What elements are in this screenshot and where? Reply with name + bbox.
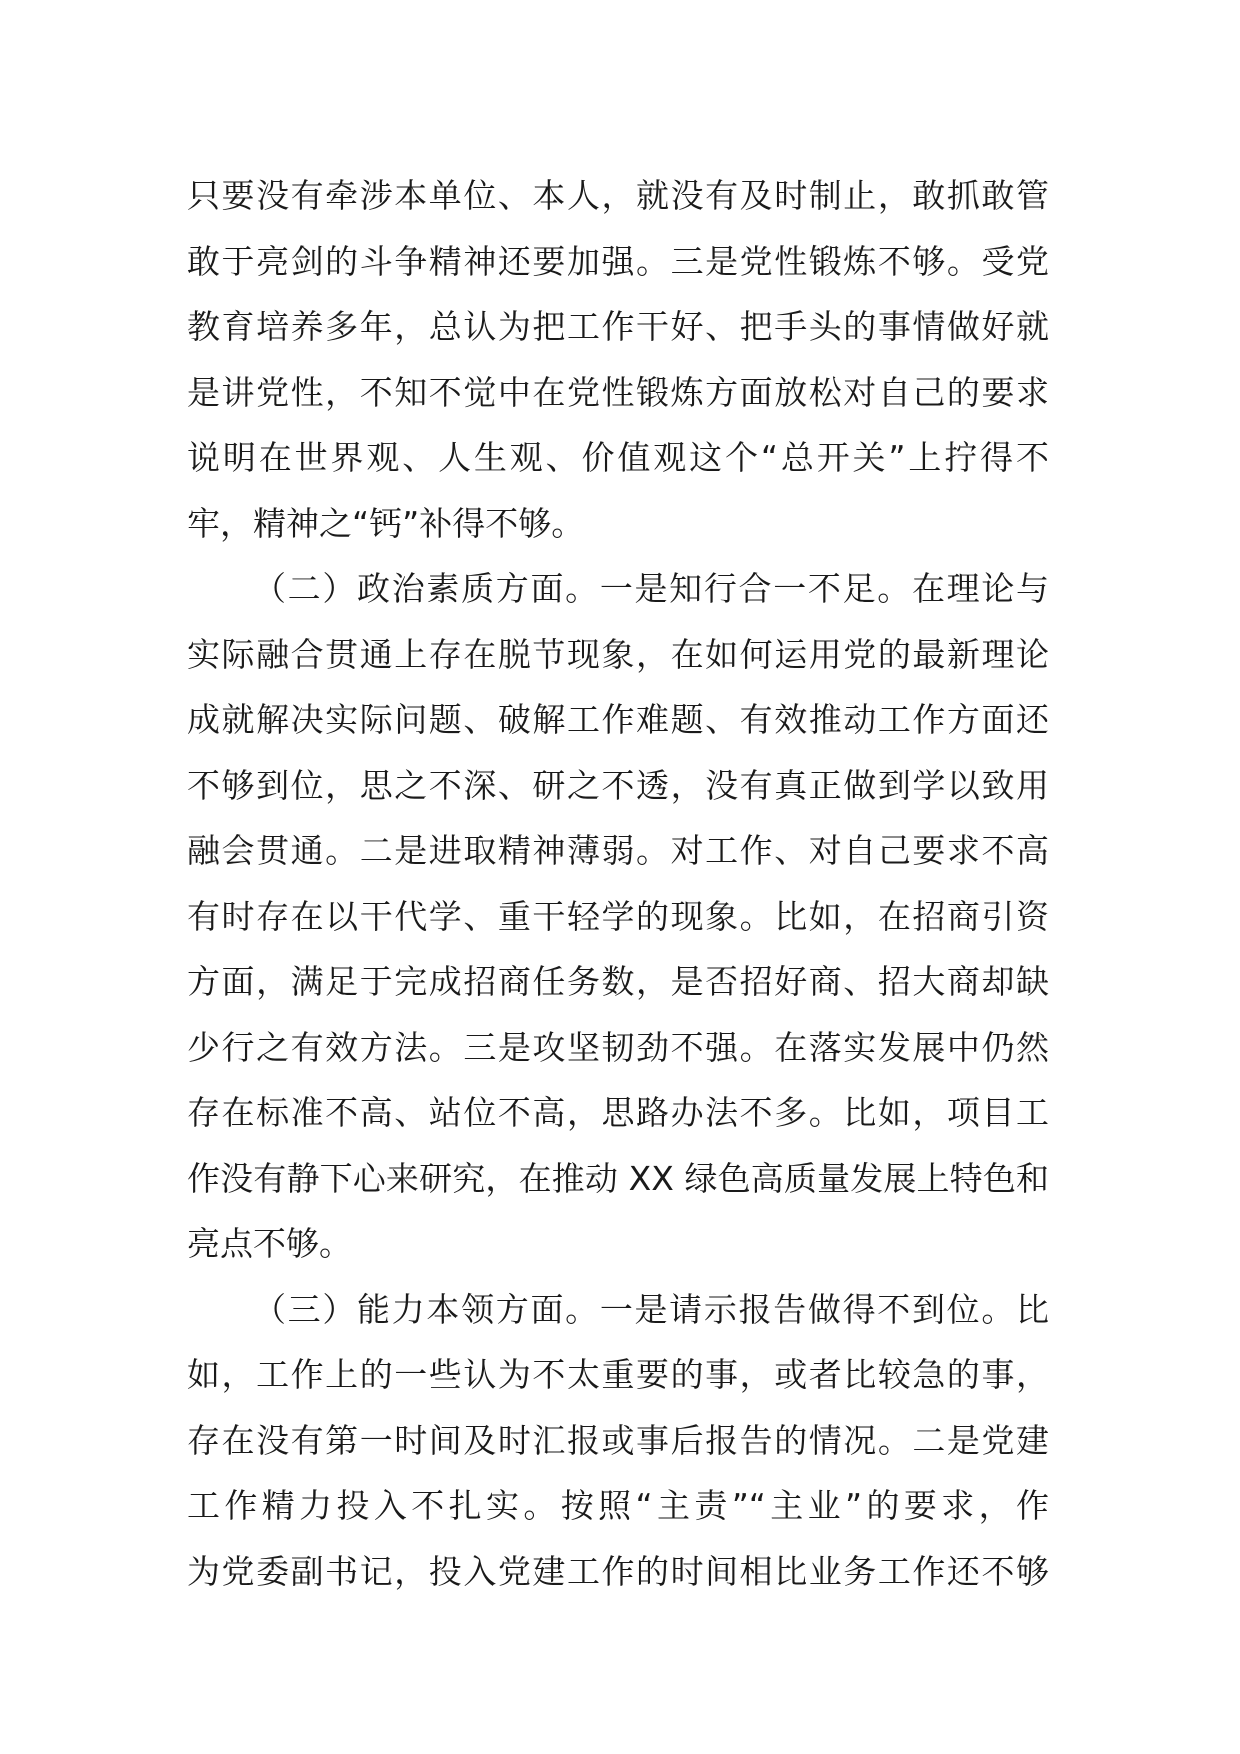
text-line: 是讲党性，不知不觉中在党性锻炼方面放松对自己的要求 [187,372,1049,412]
text-line: 方面，满足于完成招商任务数，是否招好商、招大商却缺 [187,962,1049,1001]
text-line: 如，工作上的一些认为不太重要的事，或者比较急的事， [187,1355,1049,1394]
text-line: 亮点不够。 [187,1224,352,1263]
text-line: 工作精力投入不扎实。按照“主责”“主业”的要求，作 [187,1486,1049,1525]
text-line: 教育培养多年，总认为把工作干好、把手头的事情做好就 [187,307,1049,346]
text-line: 实际融合贯通上存在脱节现象，在如何运用党的最新理论 [187,634,1049,674]
text-line: 有时存在以干代学、重干轻学的现象。比如，在招商引资 [187,896,1049,936]
text-line: 敢于亮剑的斗争精神还要加强。三是党性锻炼不够。受党 [187,241,1049,281]
text-line: 为党委副书记，投入党建工作的时间相比业务工作还不够 [187,1551,1049,1591]
document-body [187,163,1049,1604]
text-line: 少行之有效方法。三是攻坚韧劲不强。在落实发展中仍然 [187,1027,1049,1067]
text-line: 融会贯通。二是进取精神薄弱。对工作、对自己要求不高 [187,831,1049,870]
section-heading-line: （二）政治素质方面。一是知行合一不足。在理论与 [253,569,1049,608]
text-line: 成就解决实际问题、破解工作难题、有效推动工作方面还 [187,700,1049,739]
text-line: 存在没有第一时间及时汇报或事后报告的情况。二是党建 [187,1420,1049,1460]
text-line: 作没有静下心来研究，在推动 XX 绿色高质量发展上特色和 [187,1158,1049,1198]
section-heading-line: （三）能力本领方面。一是请示报告做得不到位。比 [253,1289,1049,1329]
text-line: 牢，精神之“钙”补得不够。 [187,503,585,543]
text-line: 不够到位，思之不深、研之不透，没有真正做到学以致用 [187,765,1049,805]
text-line: 说明在世界观、人生观、价值观这个“总开关”上拧得不 [187,438,1049,477]
text-line: 只要没有牵涉本单位、本人，就没有及时制止，敢抓敢管 [187,176,1049,215]
text-line: 存在标准不高、站位不高，思路办法不多。比如，项目工 [187,1093,1049,1132]
